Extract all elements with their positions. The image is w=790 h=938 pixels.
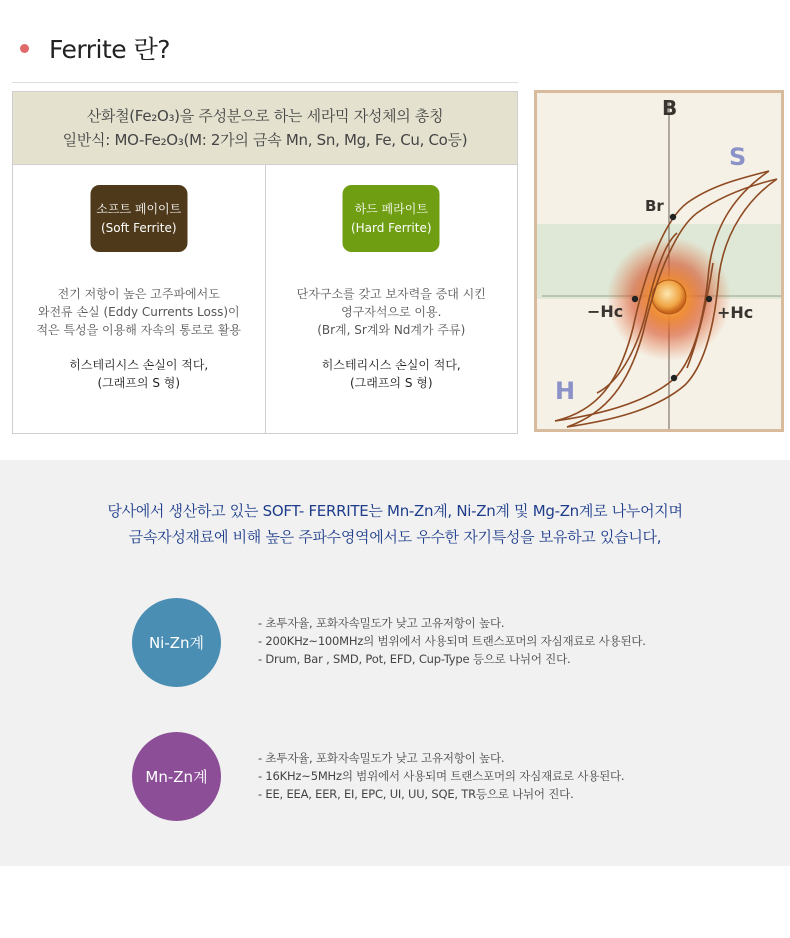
hard-desc-line: 영구자석으로 이용. — [341, 305, 442, 319]
page-title: Ferrite 란? — [49, 35, 171, 64]
soft-note-line: 히스테리시스 손실이 적다, — [69, 358, 209, 372]
soft-ferrite-description — [13, 285, 265, 339]
hysteresis-loop-svg — [537, 93, 781, 429]
br-marker — [670, 214, 676, 220]
section-lead — [0, 498, 790, 550]
hard-note-line: (그래프의 S 형) — [349, 376, 433, 390]
hard-badge-english: (Hard Ferrite) — [350, 220, 432, 235]
lead-line-1: 당사에서 생산하고 있는 SOFT- FERRITE는 Mn-Zn계, Ni-Zn계 및 Mg-Zn계로 나누어지며 — [107, 502, 683, 520]
neg-br-marker — [671, 375, 677, 381]
list-item: - 초투자율, 포화자속밀도가 낮고 고유저항이 높다. — [258, 751, 505, 765]
soft-desc-line: 와전류 손실 (Eddy Currents Loss)이 — [37, 305, 240, 319]
definition-header — [13, 92, 517, 165]
list-item: - 200KHz~100MHz의 범위에서 사용되며 트랜스포머의 자심재료로 사용된다. — [258, 634, 646, 648]
list-item: - 16KHz~5MHz의 범위에서 사용되며 트랜스포머의 자심재료로 사용된다. — [258, 769, 625, 783]
label-br: Br — [645, 197, 664, 215]
soft-ferrite-note — [13, 356, 265, 392]
curve-label-s: S — [729, 143, 747, 171]
soft-desc-line: 적은 특성을 이용해 자속의 통로로 활용 — [36, 323, 242, 337]
list-item: - EE, EEA, EER, EI, EPC, UI, UU, SQE, TR등으로 나뉘어 진다. — [258, 787, 574, 801]
mn-zn-circle: Mn-Zn계 — [132, 732, 221, 821]
list-item: - Drum, Bar , SMD, Pot, EFD, Cup-Type 등으로 나뉘어 진다. — [258, 652, 571, 666]
label-pos-hc: +Hc — [717, 303, 754, 322]
hard-ferrite-badge — [343, 185, 440, 252]
soft-note-line: (그래프의 S 형) — [97, 376, 181, 390]
soft-ferrite-column — [13, 165, 265, 433]
neg-hc-marker — [632, 296, 638, 302]
hysteresis-loop-figure — [534, 90, 784, 432]
hard-note-line: 히스테리시스 손실이 적다, — [321, 358, 461, 372]
ni-zn-circle: Ni-Zn계 — [132, 598, 221, 687]
mn-zn-properties — [258, 749, 624, 803]
hard-badge-korean: 하드 페라이트 — [354, 201, 428, 216]
axis-label-h: H — [555, 377, 576, 405]
soft-ferrite-types-section — [0, 460, 790, 866]
lead-line-2: 금속자성재료에 비해 높은 주파수영역에서도 우수한 자기특성을 보유하고 있습니다, — [128, 528, 662, 546]
soft-badge-korean: 소프트 페이이트 — [96, 201, 182, 216]
hard-ferrite-description — [266, 285, 518, 339]
definition-line-2: 일반식: MO-Fe₂O₃(M: 2가의 금속 Mn, Sn, Mg, Fe, Cu, Co등) — [62, 131, 468, 149]
hard-ferrite-note — [266, 356, 518, 392]
soft-desc-line: 전기 저항이 높은 고주파에서도 — [57, 287, 220, 301]
definition-line-1: 산화철(Fe₂O₃)을 주성분으로 하는 세라믹 자성체의 총칭 — [86, 107, 444, 125]
hard-desc-line: (Br계, Sr계와 Nd계가 주류) — [317, 323, 466, 337]
hard-ferrite-column — [265, 165, 518, 433]
pos-hc-marker — [706, 296, 712, 302]
ferrite-definition-box — [12, 91, 518, 434]
list-item: - 초투자율, 포화자속밀도가 낮고 고유저항이 높다. — [258, 616, 505, 630]
label-neg-hc: −Hc — [587, 302, 624, 321]
bullet-dot-icon — [20, 44, 29, 53]
soft-ferrite-badge — [90, 185, 187, 252]
divider — [12, 82, 518, 83]
soft-badge-english: (Soft Ferrite) — [100, 220, 177, 235]
hard-desc-line: 단자구소를 갖고 보자력을 증대 시킨 — [296, 287, 486, 301]
page-heading — [20, 30, 170, 66]
ni-zn-properties — [258, 614, 646, 668]
axis-label-b: B — [662, 96, 678, 120]
